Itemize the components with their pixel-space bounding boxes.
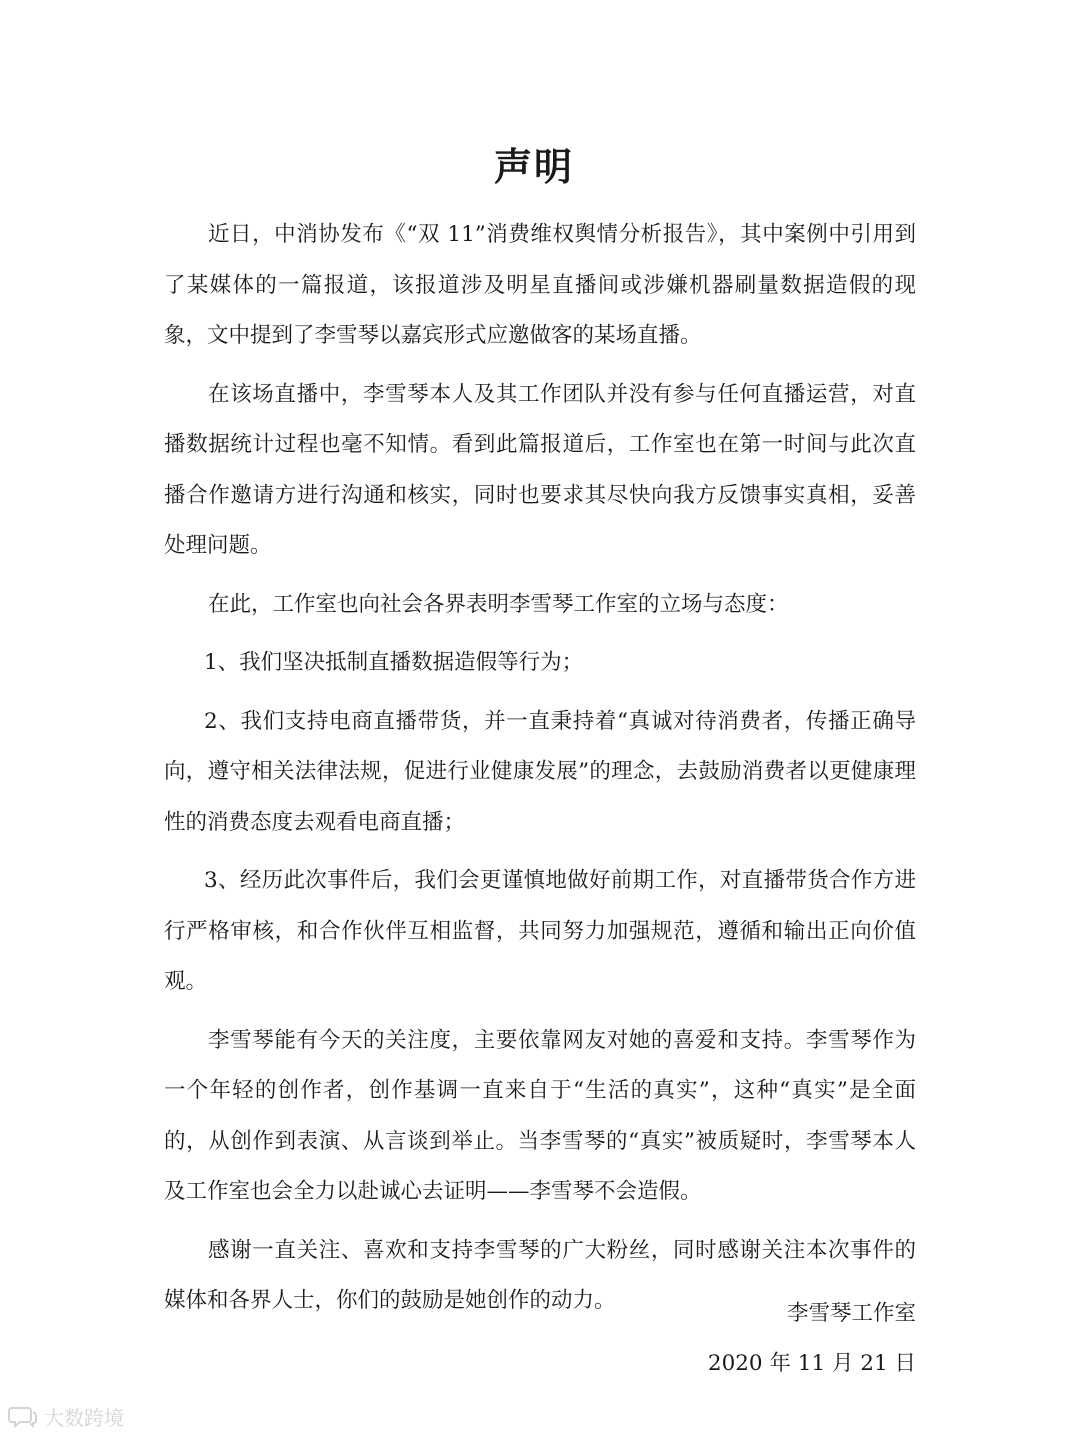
signature-org: 李雪琴工作室 <box>786 1301 916 1326</box>
watermark <box>8 1402 124 1431</box>
statement-body <box>164 210 916 1335</box>
list-item-1: 1、我们坚决抵制直播数据造假等行为； <box>204 650 584 675</box>
paragraph-intro: 近日，中消协发布《“双 11”消费维权舆情分析报告》，其中案例中引用到了某媒体的一篇报道，该报道涉及明星直播间或涉嫌机器刷量数据造假的现象，文中提到了李雪琴以嘉宾形式应邀做客的某场直播。 <box>164 222 916 348</box>
paragraph-authenticity: 李雪琴能有今天的关注度，主要依靠网友对她的喜爱和支持。李雪琴作为一个年轻的创作者，创作基调一直来自于“生活的真实”，这种“真实”是全面的，从创作到表演、从言谈到举止。当李雪琴的“真实”被质疑时，李雪琴本人及工作室也会全力以赴诚心去证明——李雪琴不会造假。 <box>164 1027 916 1204</box>
signature-block <box>708 1289 916 1389</box>
list-item-2: 2、我们支持电商直播带货，并一直秉持着“真诚对待消费者，传播正确导向，遵守相关法律法规，促进行业健康发展”的理念，去鼓励消费者以更健康理性的消费态度去观看电商直播； <box>164 708 916 835</box>
watermark-text: 大数跨境 <box>44 1406 124 1430</box>
signature-date: 2020 年 11 月 21 日 <box>707 1351 916 1376</box>
paragraph-explanation: 在该场直播中，李雪琴本人及其工作团队并没有参与任何直播运营，对直播数据统计过程也毫不知情。看到此篇报道后，工作室也在第一时间与此次直播合作邀请方进行沟通和核实，同时也要求其尽快向我方反馈事实真相，妥善处理问题。 <box>164 381 916 558</box>
page-title: 声明 <box>493 145 574 189</box>
list-item-3: 3、经历此次事件后，我们会更谨慎地做好前期工作，对直播带货合作方进行严格审核，和合作伙伴互相监督，共同努力加强规范，遵循和输出正向价值观。 <box>164 868 916 994</box>
paragraph-position: 在此，工作室也向社会各界表明李雪琴工作室的立场与态度： <box>208 591 789 617</box>
chat-bubble-logo-icon <box>8 1405 38 1429</box>
paragraph-thanks: 感谢一直关注、喜欢和支持李雪琴的广大粉丝，同时感谢关注本次事件的媒体和各界人士，你们的鼓励是她创作的动力。 <box>164 1237 916 1313</box>
